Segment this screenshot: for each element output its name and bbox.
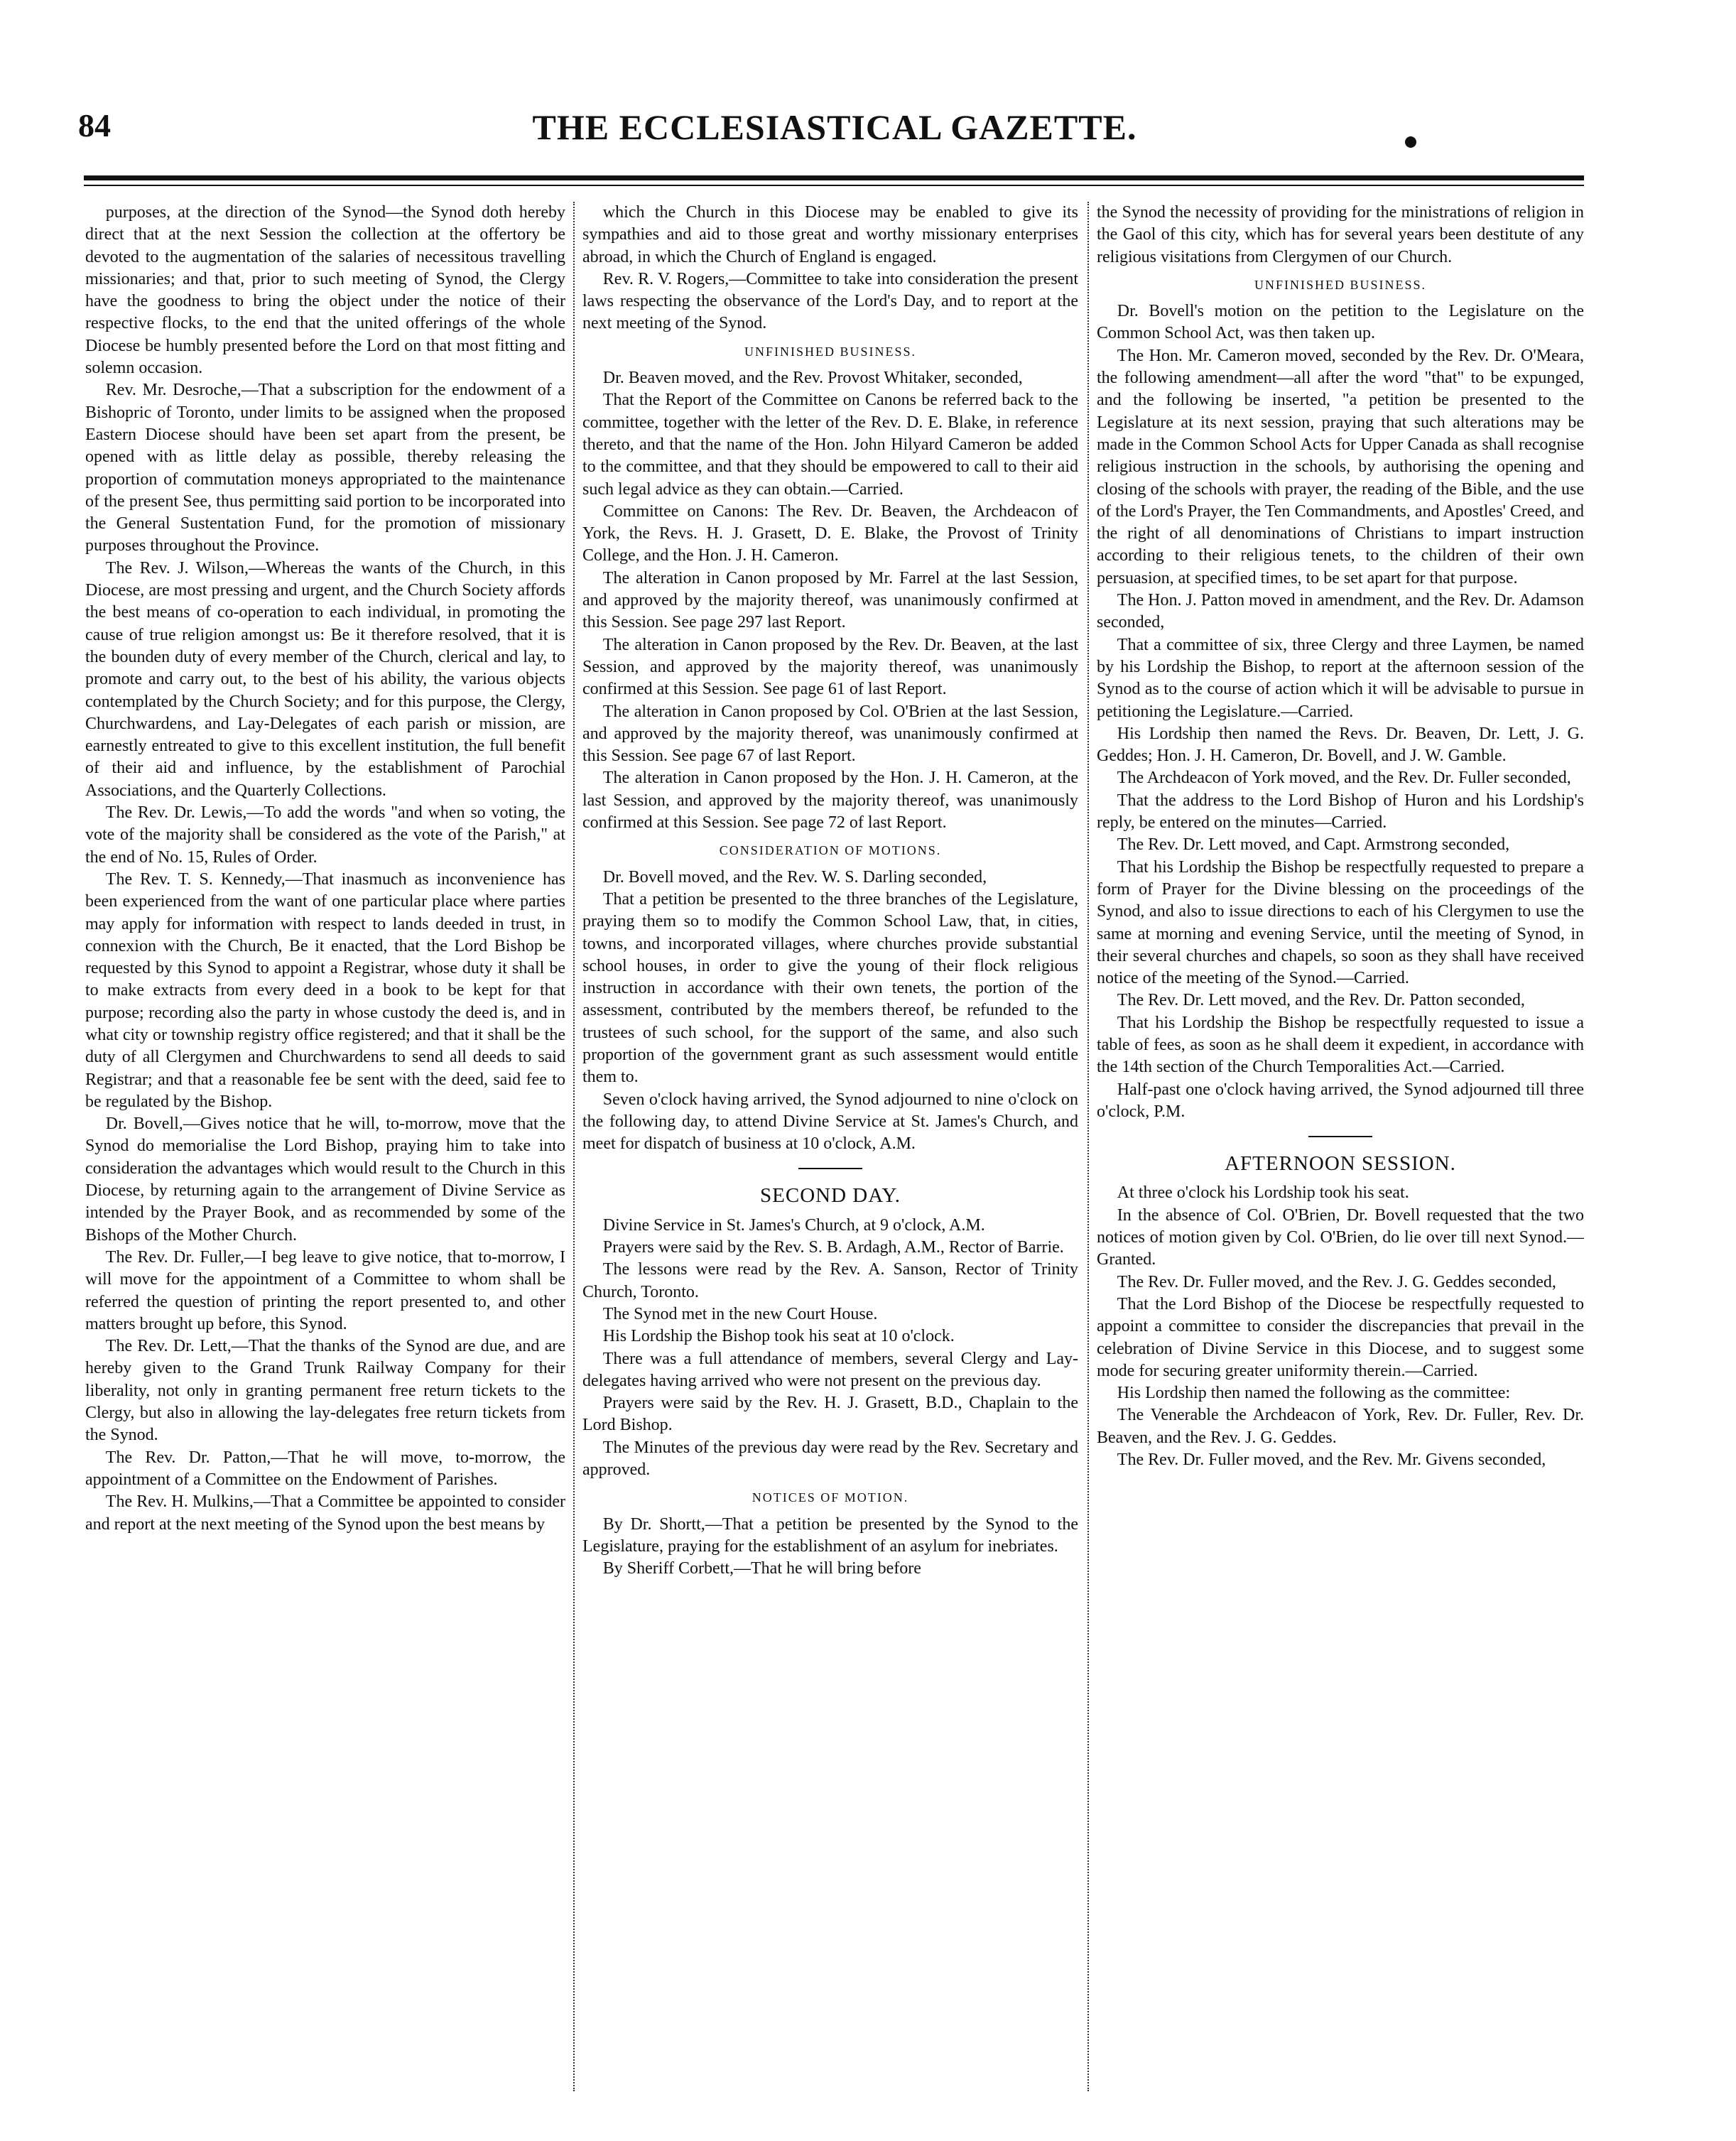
article-paragraph: The Rev. H. Mulkins,—That a Committee be appointed to consider and report at the next meeting of the Synod upon the best means by bbox=[85, 1492, 565, 1534]
column-middle bbox=[582, 202, 1078, 2113]
article-paragraph: purposes, at the direction of the Synod—the Synod doth hereby direct that at the next Session the collection at the offertory be devoted to the augmentation of the salaries of necessitous travelling missionaries; and that, prior to such meeting of Synod, the Clergy have the goodness to bring the object under the notice of their respective flocks, to the end that the united offerings of the whole Diocese be humbly presented before the Lord on that most fitting and solemn occasion. bbox=[85, 203, 565, 378]
article-paragraph: The alteration in Canon proposed by Col. O'Brien at the last Session, and approved by the majority thereof, was unanimously confirmed at this Session. See page 67 of last Report. bbox=[582, 702, 1078, 766]
article-paragraph: Half-past one o'clock having arrived, the Synod adjourned till three o'clock, P.M. bbox=[1097, 1080, 1584, 1121]
article-paragraph: By Dr. Shortt,—That a petition be presented by the Synod to the Legislature, praying for the establishment of an asylum for inebriates. bbox=[582, 1514, 1078, 1556]
article-paragraph: That his Lordship the Bishop be respectfully requested to prepare a form of Prayer for the Divine blessing on the proceedings of the Synod, and also to issue directions to each of his Clergymen to use the same at morning and evening Service, until the meeting of Synod, in their several churches and chapels, so soon as they shall have received notice of the meeting of the Synod.—Carried. bbox=[1097, 857, 1584, 988]
article-paragraph: His Lordship the Bishop took his seat at 10 o'clock. bbox=[602, 1327, 955, 1346]
article-paragraph: Dr. Bovell,—Gives notice that he will, to-morrow, move that the Synod do memorialise the Lord Bishop, praying him to take into consideration the advantages which would result to the Church in this Diocese, by returning again to the arrangement of Divine Service as intended by the Prayer Book, and as recommended by some of the Bishops of the Mother Church. bbox=[85, 1115, 565, 1245]
article-paragraph: His Lordship then named the following as the committee: bbox=[1117, 1384, 1511, 1403]
article-paragraph: The alteration in Canon proposed by the Rev. Dr. Beaven, at the last Session, and approved by the majority thereof, was unanimously confirmed at this Session. See page 61 of last Report. bbox=[582, 635, 1078, 699]
article-paragraph: There was a full attendance of members, several Clergy and Lay-delegates having arrived who were not present on the previous day. bbox=[582, 1349, 1078, 1390]
article-paragraph: That the address to the Lord Bishop of Huron and his Lordship's reply, be entered on the minutes—Carried. bbox=[1097, 791, 1584, 833]
day-heading: AFTERNOON SESSION. bbox=[1225, 1152, 1456, 1176]
article-paragraph: That a committee of six, three Clergy and three Laymen, be named by his Lordship the Bishop, to report at the afternoon session of the Synod as to the course of action which it will be advisable to pursue in petitioning the Legislature.—Carried. bbox=[1097, 635, 1584, 721]
article-paragraph: The Rev. Dr. Fuller moved, and the Rev. J. G. Geddes seconded, bbox=[1117, 1272, 1556, 1291]
article-paragraph: The lessons were read by the Rev. A. Sanson, Rector of Trinity Church, Toronto. bbox=[582, 1260, 1078, 1301]
column-right bbox=[1097, 202, 1584, 2113]
article-paragraph: That the Report of the Committee on Canons be referred back to the committee, together with the letter of the Rev. D. E. Blake, in reference thereto, and that the name of the Hon. John Hilyard Cameron be added to the committee, and that they should be empowered to call to their aid such legal advice as they can obtain.—Carried. bbox=[582, 391, 1078, 499]
article-paragraph: The Rev. Dr. Lett moved, and the Rev. Dr. Patton seconded, bbox=[1117, 991, 1525, 1010]
article-paragraph: That his Lordship the Bishop be respectfully requested to issue a table of fees, as soon as he shall deem it expedient, in accordance with the 14th section of the Church Temporalities Act.—Carried. bbox=[1097, 1013, 1584, 1077]
column-left bbox=[85, 202, 565, 2113]
column-divider-2 bbox=[1087, 202, 1089, 2091]
article-paragraph: Rev. Mr. Desroche,—That a subscription for the endowment of a Bishopric of Toronto, under limits to be assigned when the proposed Eastern Diocese should have been set apart from the present, be opened with as little delay as possible, thereby releasing the proportion of commutation moneys appropriated to the maintenance of the present See, thus permitting said portion to be incorporated into the General Sustentation Fund, for the promotion of missionary purposes throughout the Province. bbox=[85, 381, 565, 555]
header-rule-thick bbox=[84, 175, 1584, 180]
section-rule bbox=[798, 1168, 862, 1169]
article-paragraph: The Synod met in the new Court House. bbox=[602, 1304, 878, 1323]
article-paragraph: The Rev. Dr. Lewis,—To add the words "and when so voting, the vote of the majority shall be considered as the vote of the Parish," at the end of No. 15, Rules of Order. bbox=[85, 803, 565, 867]
section-rule bbox=[1308, 1136, 1372, 1137]
page-number: 84 bbox=[78, 107, 111, 143]
article-paragraph: By Sheriff Corbett,—That he will bring before bbox=[602, 1559, 921, 1578]
article-paragraph: the Synod the necessity of providing for the ministrations of religion in the Gaol of this city, which has for several years been destitute of any religious visitations from Clergymen of our Church. bbox=[1097, 203, 1584, 266]
article-paragraph: The Minutes of the previous day were read by the Rev. Secretary and approved. bbox=[582, 1438, 1078, 1480]
article-paragraph: The Rev. T. S. Kennedy,—That inasmuch as inconvenience has been experienced from the want of one particular place where parties may apply for information with respect to lands deeded in trust, in connexion with the Church, Be it enacted, that the Lord Bishop be requested by this Synod to appoint a Registrar, whose duty it shall be to make extracts from every deed in a book to be kept for that purpose; recording also the party in whose custody the deed is, and in what city or township registry office registered; and that it shall be the duty of all Clergymen and Churchwardens to send all deeds to said Registrar; and that a reasonable fee be sent with the deed, said fee to be regulated by the Bishop. bbox=[85, 869, 565, 1111]
article-paragraph: That a petition be presented to the three branches of the Legislature, praying them so to modify the Common School Law, that, in cities, towns, and incorporated villages, where churches provide substantial school houses, in order to give the young of their flock religious instruction in accordance with their own tenets, the portion of the assessment, contributed by the members thereof, be refunded to the trustees of such school, for the support of the same, and also such proportion of the government grant as such assessment would entitle them to. bbox=[582, 889, 1078, 1087]
article-paragraph: The Archdeacon of York moved, and the Rev. Dr. Fuller seconded, bbox=[1117, 769, 1571, 788]
article-paragraph: His Lordship then named the Revs. Dr. Beaven, Dr. Lett, J. G. Geddes; Hon. J. H. Cameron, Dr. Bovell, and J. W. Gamble. bbox=[1097, 724, 1584, 766]
article-paragraph: Prayers were said by the Rev. S. B. Ardagh, A.M., Rector of Barrie. bbox=[602, 1238, 1064, 1257]
article-paragraph: The Rev. Dr. Fuller,—I beg leave to give notice, that to-morrow, I will move for the appointment of a Committee to whom shall be referred the question of printing the report presented to, and other matters brought up before, this Synod. bbox=[85, 1247, 565, 1333]
page-header bbox=[78, 107, 1591, 156]
article-paragraph: Committee on Canons: The Rev. Dr. Beaven, the Archdeacon of York, the Revs. H. J. Grasett, D. E. Blake, the Provost of Trinity College, and the Hon. J. H. Cameron. bbox=[582, 502, 1078, 565]
day-heading: SECOND DAY. bbox=[760, 1184, 901, 1208]
masthead-title: THE ECCLESIASTICAL GAZETTE. bbox=[532, 107, 1137, 147]
article-paragraph: Seven o'clock having arrived, the Synod adjourned to nine o'clock on the following day, to attend Divine Service at St. James's Church, and meet for dispatch of business at 10 o'clock, A.M. bbox=[582, 1090, 1078, 1154]
article-paragraph: Dr. Bovell moved, and the Rev. W. S. Darling seconded, bbox=[602, 867, 987, 887]
article-paragraph: which the Church in this Diocese may be enabled to give its sympathies and aid to those great and worthy missionary enterprises abroad, in which the Church of England is engaged. bbox=[582, 203, 1078, 266]
article-paragraph: The Hon. Mr. Cameron moved, seconded by the Rev. Dr. O'Meara, the following amendment—all after the word "that" to be expunged, and the following be inserted, "a petition be presented to the Legislature at its next session, praying that such alterations may be made in the Common School Acts for Upper Canada as shall recognise religious instruction in the schools, by authorising the opening and closing of the schools with prayer, the reading of the Bible, and the use of the Lord's Prayer, the Ten Commandments, and Apostles' Creed, and the right of all denominations of Christians to impart instruction according to their religious tenets, to the children of their own persuasion, at specified times, to be set apart for that purpose. bbox=[1097, 346, 1584, 587]
article-paragraph: Divine Service in St. James's Church, at 9 o'clock, A.M. bbox=[602, 1215, 985, 1235]
ink-dot-mark bbox=[1405, 136, 1416, 148]
article-paragraph: Prayers were said by the Rev. H. J. Grasett, B.D., Chaplain to the Lord Bishop. bbox=[582, 1394, 1078, 1435]
article-paragraph: Rev. R. V. Rogers,—Committee to take into consideration the present laws respecting the observance of the Lord's Day, and to report at the next meeting of the Synod. bbox=[582, 269, 1078, 333]
column-divider-1 bbox=[573, 202, 575, 2091]
article-paragraph: The Rev. Dr. Lett,—That the thanks of the Synod are due, and are hereby given to the Grand Trunk Railway Company for their liberality, not only in granting permanent free return tickets to the Clergy, but also in allowing the lay-delegates free return tickets from the Synod. bbox=[85, 1337, 565, 1445]
article-paragraph: The alteration in Canon proposed by Mr. Farrel at the last Session, and approved by the majority thereof, was unanimously confirmed at this Session. See page 297 last Report. bbox=[582, 568, 1078, 632]
section-heading: UNFINISHED BUSINESS. bbox=[1254, 277, 1427, 292]
article-paragraph: That the Lord Bishop of the Diocese be respectfully requested to appoint a committee to consider the discrepancies that prevail in the celebration of Divine Service in this Diocese, and to suggest some mode for securing greater uniformity therein.—Carried. bbox=[1097, 1294, 1584, 1380]
article-paragraph: At three o'clock his Lordship took his seat. bbox=[1117, 1183, 1409, 1203]
section-heading: NOTICES OF MOTION. bbox=[752, 1490, 909, 1505]
article-paragraph: The Venerable the Archdeacon of York, Rev. Dr. Fuller, Rev. Dr. Beaven, and the Rev. J. G. Geddes. bbox=[1097, 1406, 1584, 1447]
article-paragraph: In the absence of Col. O'Brien, Dr. Bovell requested that the two notices of motion given by Col. O'Brien, do lie over till next Synod.—Granted. bbox=[1097, 1205, 1584, 1269]
article-paragraph: The Rev. J. Wilson,—Whereas the wants of the Church, in this Diocese, are most pressing and urgent, and the Church Society affords the best means of co-operation to each individual, in promoting the cause of true religion amongst us: Be it therefore resolved, that it is the bounden duty of every member of the Church, clerical and lay, to promote and carry out, to the best of his ability, the various objects contemplated by the Church Society; and for this purpose, the Clergy, Churchwardens, and Lay-Delegates of each parish or mission, are earnestly entreated to give to this excellent institution, the full benefit of their aid and influence, by the establishment of Parochial Associations, and the Quarterly Collections. bbox=[85, 558, 565, 800]
article-paragraph: The Rev. Dr. Fuller moved, and the Rev. Mr. Givens seconded, bbox=[1117, 1451, 1546, 1470]
article-paragraph: The alteration in Canon proposed by the Hon. J. H. Cameron, at the last Session, and approved by the majority thereof, was unanimously confirmed at this Session. See page 72 of last Report. bbox=[582, 769, 1078, 833]
section-heading: CONSIDERATION OF MOTIONS. bbox=[719, 843, 942, 858]
article-paragraph: Dr. Bovell's motion on the petition to the Legislature on the Common School Act, was then taken up. bbox=[1097, 302, 1584, 343]
header-rule-thin bbox=[84, 185, 1584, 186]
article-paragraph: Dr. Beaven moved, and the Rev. Provost Whitaker, seconded, bbox=[602, 369, 1023, 388]
article-paragraph: The Rev. Dr. Patton,—That he will move, to-morrow, the appointment of a Committee on the Endowment of Parishes. bbox=[85, 1448, 565, 1489]
article-paragraph: The Hon. J. Patton moved in amendment, and the Rev. Dr. Adamson seconded, bbox=[1097, 591, 1584, 632]
section-heading: UNFINISHED BUSINESS. bbox=[744, 344, 917, 359]
article-paragraph: The Rev. Dr. Lett moved, and Capt. Armstrong seconded, bbox=[1117, 835, 1510, 855]
